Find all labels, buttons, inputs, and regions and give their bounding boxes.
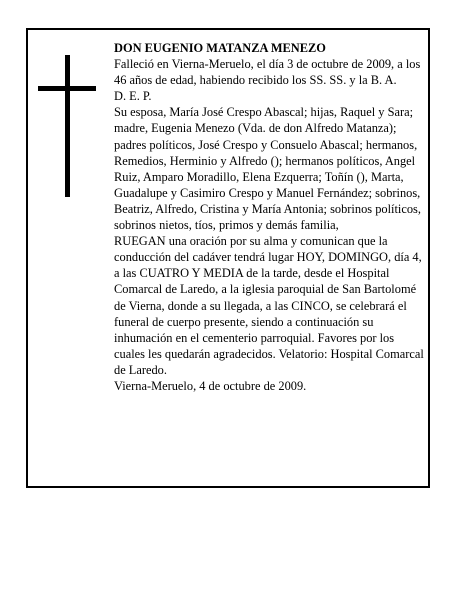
deceased-name: DON EUGENIO MATANZA MENEZO [114,41,326,55]
place-and-date: Vierna-Meruelo, 4 de octubre de 2009. [114,378,307,393]
rip-abbreviation: D. E. P. [114,89,152,104]
obituary-text [114,40,426,394]
cross-icon [38,55,96,197]
death-info: Falleció en Vierna-Meruelo, el día 3 de octubre de 2009, a los 46 años de edad, habiendo recibido los SS. SS. y la B. A. [114,57,421,88]
funeral-request: RUEGAN una oración por su alma y comunican que la conducción del cadáver tendrá lugar HOY, DOMINGO, día 4, a las CUATRO Y MEDIA de la tarde, desde el Hospital Comarcal de Laredo, a la iglesia paroquial de San Bartolomé de Vierna, donde a su llegada, a las CINCO, se celebrará el funeral de cuerpo presente, siendo a continuación su inhumación en el cementerio parroquial. Favores por los cuales les quedarán agradecidos. Velatorio: Hospital Comarcal de Laredo. [114,234,424,377]
cross-horizontal-bar [38,86,96,91]
family-list: Su esposa, María José Crespo Abascal; hijas, Raquel y Sara; madre, Eugenia Menezo (Vda. de don Alfredo Matanza); padres políticos, José Crespo y Consuelo Abascal; hermanos, Remedios, Herminio y Alfredo (); hermanos políticos, Angel Ruiz, Amparo Moradillo, Elena Ezquerra; Toñín (), Marta, Guadalupe y Casimiro Crespo y Manuel Fernández; sobrinos, Beatriz, Alfredo, Cristina y María Antonia; sobrinos políticos, sobrinos nietos, tíos, primos y demás familia, [114,105,421,233]
cross-vertical-bar [65,55,70,197]
